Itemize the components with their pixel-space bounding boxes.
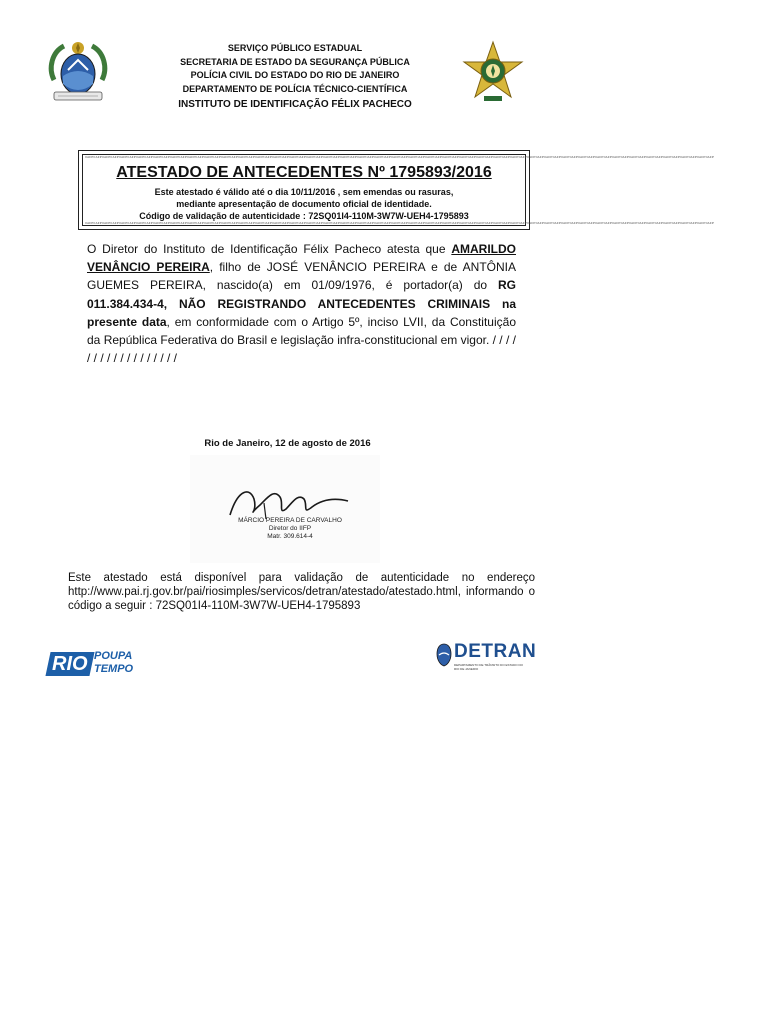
rio-word: RIO: [52, 653, 88, 675]
header-institute: INSTITUTO DE IDENTIFICAÇÃO FÉLIX PACHECO: [178, 99, 412, 110]
attestation-intro: O Diretor do Instituto de Identificação Félix Pacheco atesta que: [87, 242, 452, 256]
certificate-presentation: mediante apresentação de documento oficial de identidade.: [176, 199, 432, 209]
certificate-title-box: [78, 150, 715, 230]
person-name: AMARILDO VENÂNCIO PEREIRA: [87, 242, 516, 275]
attestation-paragraph: [87, 240, 516, 367]
certificate-validity: Este atestado é válido até o dia 10/11/2016 , sem emendas ou rasuras,: [154, 187, 454, 197]
detran-subtitle: DEPARTAMENTO DE TRÂNSITO DO ESTADO DO RIO DE JANEIRO: [454, 663, 523, 671]
poupa-word: POUPA: [94, 650, 133, 662]
signatory-role: Diretor do IIFP: [268, 525, 312, 532]
security-microtext-bottom: IIAFPIIAFPIIAFPIIAFPIIAFPIIAFPIIAFPIIAFPIIAFPIIAFPIIAFPIIAFPIIAFPIIAFPIIAFPIIAFPIIAFPIIAFPIIAFPIIAFPIIAFPIIAFPIIAFPIIAFPIIAFPIIAFPIIAFPIIAFPIIAFPIIAFPIIAFPIIAFPIIAFPIIAFPIIAFPIIAFPIIAFPIIAFPIIAFPIIAFPIIAFPIIAFPIIAFPIIAFPIIAFPIIAFPIIAFPIIAFPIIAFPIIAFPIIAFPIIAFPIIAFPIIAFPIIAFPIIAFPIIAFPIIAFPIIAFPIIAFPIIAFPIIAFPIIAFPIIAFPIIAFPIIAFPIIAFPIIAFPIIAFPIIAFPIIAFPIIAFPIIAFPIIAFP: [85, 221, 715, 225]
handwritten-signature: [220, 485, 360, 521]
document-header: [170, 42, 420, 112]
header-line-department: DEPARTAMENTO DE POLÍCIA TÉCNICO-CIENTÍFICA: [182, 83, 408, 94]
civil-police-star-emblem: [462, 40, 524, 104]
header-line-public-service: SERVIÇO PÚBLICO ESTADUAL: [227, 43, 363, 53]
signatory-name: MÁRCIO PEREIRA DE CARVALHO: [238, 517, 342, 524]
certificate-conditions: [83, 186, 525, 222]
certificate-title: ATESTADO DE ANTECEDENTES Nº 1795893/2016: [116, 164, 492, 181]
detran-shield-icon: [436, 643, 452, 667]
signature-block: [190, 455, 380, 563]
date-line: Rio de Janeiro, 12 de agosto de 2016: [204, 438, 371, 449]
rio-poupa-tempo-logo: [48, 650, 140, 678]
rg-and-record-status: RG 011.384.434-4, NÃO REGISTRANDO ANTECEDENTES CRIMINAIS na presente data: [87, 278, 516, 329]
attestation-filiation: , filho de JOSÉ VENÂNCIO PEREIRA e de ANTÔNIA GUEMES PEREIRA, nascido(a) em 01/09/1976, é portador(a) do: [87, 260, 516, 293]
online-validation-notice: Este atestado está disponível para validação de autenticidade no endereço http://www.pai.rj.gov.br/pai/riosimples/servicos/detran/atestado/atestado.html, informando o código a seguir : 72SQ01I4-110M-3W7W-UEH4-1795893: [68, 572, 535, 612]
attestation-closing: , em conformidade com o Artigo 5º, inciso LVII, da Constituição da República Federativa do Brasil e legislação infra-constitucional em vigor. / / / / / / / / / / / / / / / / / /: [87, 314, 516, 366]
header-line-secretariat: SECRETARIA DE ESTADO DA SEGURANÇA PÚBLICA: [180, 56, 410, 67]
signatory-details: [220, 517, 360, 541]
security-microtext-top: IIAFPIIAFPIIAFPIIAFPIIAFPIIAFPIIAFPIIAFPIIAFPIIAFPIIAFPIIAFPIIAFPIIAFPIIAFPIIAFPIIAFPIIAFPIIAFPIIAFPIIAFPIIAFPIIAFPIIAFPIIAFPIIAFPIIAFPIIAFPIIAFPIIAFPIIAFPIIAFPIIAFPIIAFPIIAFPIIAFPIIAFPIIAFPIIAFPIIAFPIIAFPIIAFPIIAFPIIAFPIIAFPIIAFPIIAFPIIAFPIIAFPIIAFPIIAFPIIAFPIIAFPIIAFPIIAFPIIAFPIIAFPIIAFPIIAFPIIAFPIIAFPIIAFPIIAFPIIAFPIIAFPIIAFPIIAFPIIAFPIIAFPIIAFPIIAFPIIAFPIIAFPIIAFP: [85, 155, 715, 159]
tempo-word: TEMPO: [94, 663, 134, 675]
signatory-registration: Matr. 309.614-4: [267, 533, 313, 540]
detran-word: DETRAN: [454, 641, 537, 662]
rj-state-coat-of-arms: [46, 40, 110, 106]
header-line-civil-police: POLÍCIA CIVIL DO ESTADO DO RIO DE JANEIRO: [190, 70, 400, 80]
certificate-validation-code: Código de validação de autenticidade : 72SQ01I4-110M-3W7W-UEH4-1795893: [139, 211, 469, 221]
detran-logo: [436, 641, 537, 673]
certificate-inner-frame: [82, 154, 715, 226]
